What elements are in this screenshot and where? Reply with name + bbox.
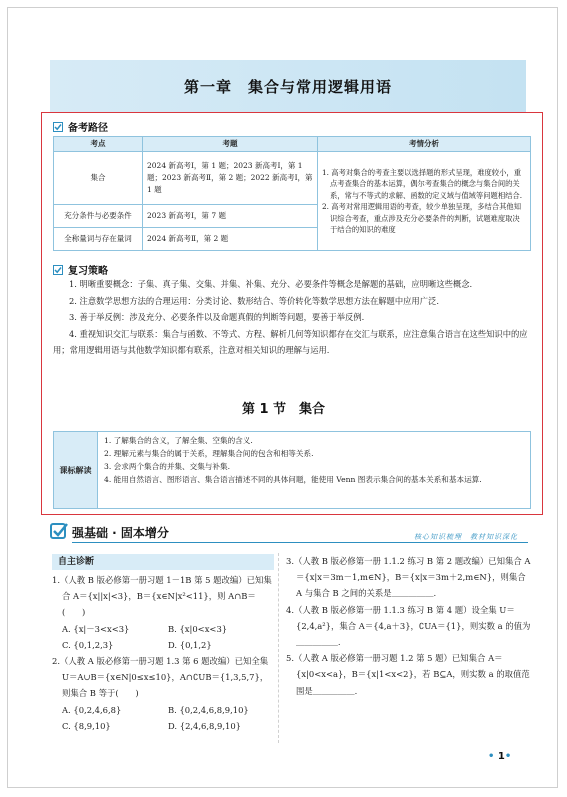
page-dots-left: • [488,751,498,762]
option: C. {8,9,10} [62,720,111,731]
diagnosis-right-column [286,553,531,699]
review-item: 1. 明晰重要概念：子集、真子集、交集、并集、补集、充分、必要条件等概念是解题的基础，应明晰这些概念. [69,279,473,289]
self-diagnosis-heading: 自主诊断 [52,554,274,570]
option: D. {0,1,2} [168,639,212,650]
questions-cell: 2024 新高考Ⅱ，第 2 题 [143,228,318,251]
question-2-options [52,702,274,734]
analysis-cell [318,152,531,251]
chapter-title: 第一章 集合与常用逻辑用语 [183,78,392,96]
review-item: 4. 重视知识交汇与联系：集合与函数、不等式、方程、解析几何等知识都存在交汇与联系，应注意集合语言在这些知识中的应用；常用逻辑用语与其他数学知识都有联系，注意对相关知识的理解与运用. [53,328,528,355]
question-1-options [52,621,274,653]
table-row [54,152,531,205]
syllabus-item: 2. 理解元素与集合的属于关系，理解集合间的包含和相等关系. [104,449,314,458]
question-1: 1.（人教 B 版必修第一册习题 1－1B 第 5 题改编）已知集合 A＝{x||x|<3}，B＝{x∈N|x²<11}，则 A∩B＝( ) [52,575,272,618]
syllabus-box [53,431,531,509]
topic-cell: 集合 [54,152,143,205]
option: B. {x|0<x<3} [168,623,228,634]
section-title: 第 1 节 集合 [241,402,326,417]
exam-path-table [53,136,531,251]
syllabus-item: 1. 了解集合的含义，了解全集、空集的含义. [104,436,253,445]
exam-path-title: 备考路径 [68,123,108,134]
questions-cell: 2024 新高考Ⅰ，第 1 题；2023 新高考Ⅰ，第 1 题；2023 新高考Ⅱ，第 2 题；2022 新高考Ⅰ，第 1 题 [143,152,318,205]
option: D. {2,4,6,8,9,10} [168,720,242,731]
table-header-row [54,137,531,152]
question-2: 2.（人教 A 版必修第一册习题 1.3 第 6 题改编）已知全集 U＝A∪B＝{x∈N|0≤x≤10}，A∩∁UB＝{1,3,5,7}，则集合 B 等于( ) [52,656,269,699]
checkbox-icon [53,122,63,132]
header-analysis: 考情分析 [318,137,531,152]
question-3: 3.（人教 B 版必修第一册 1.1.2 练习 B 第 2 题改编）已知集合 A＝{x|x＝3m－1,m∈N}，B＝{x|x＝3m＋2,m∈N}，则集合 A 与集合 B 之间的关系是＿＿＿＿＿. [286,556,531,599]
review-title: 复习策略 [68,266,108,277]
checkbox-icon [53,265,63,275]
topic-cell: 全称量词与存在量词 [54,228,143,251]
chapter-banner [50,60,526,112]
questions-cell: 2023 新高考Ⅰ，第 7 题 [143,205,318,228]
diagnosis-left-column [52,553,274,734]
syllabus-body [98,432,530,508]
review-strategy [53,276,531,359]
exam-path-heading [53,119,108,134]
strong-base-header [50,522,528,544]
analysis-item: 1. 高考对集合的考查主要以选择题的形式呈现，难度较小，重点考查集合的基本运算，偶尔考查集合的概念与集合间的关系，常与不等式的求解、函数的定义域与值域等问题相结合. [322,167,523,200]
option: A. {0,2,4,6,8} [62,704,122,715]
review-item: 2. 注意数学思想方法的合理运用：分类讨论、数形结合、等价转化等数学思想方法在解题中应用广泛. [69,295,439,306]
review-item: 3. 善于举反例：涉及充分、必要条件以及命题真假的判断等问题，要善于举反例. [69,312,365,322]
syllabus-item: 3. 会求两个集合的并集、交集与补集. [104,462,230,471]
review-heading [53,262,108,277]
option: B. {0,2,4,6,8,9,10} [168,704,249,715]
column-divider [278,553,279,743]
strong-base-subtitle: 核心知识梳理 教材知识深化 [414,533,518,541]
topic-cell: 充分条件与必要条件 [54,205,143,228]
strong-base-title: 强基础 · 固本增分 [72,526,169,540]
syllabus-item: 4. 能用自然语言、图形语言、集合语言描述不同的具体问题，能使用 Venn 图表示集合间的基本关系和基本运算. [104,475,482,484]
question-5: 5.（人教 A 版必修第一册习题 1.2 第 5 题）已知集合 A＝{x|0<x<a}，B＝{x|1<x<2}，若 B⊆A，则实数 a 的取值范围是＿＿＿＿＿. [286,653,530,696]
page-number [488,751,511,762]
page-dots-right: • [504,751,512,762]
question-4: 4.（人教 B 版必修第一册 1.1.3 练习 B 第 4 题）设全集 U＝{2,4,a²}，集合 A＝{4,a＋3}，∁UA＝{1}，则实数 a 的值为＿＿＿＿＿. [286,604,531,648]
analysis-item: 2. 高考对常用逻辑用语的考查，较少单独呈现，多结合其他知识综合考查，重点涉及充分必要条件的判断，试题难度取决于结合的知识的难度 [322,202,521,234]
header-topic: 考点 [54,137,143,152]
divider [72,542,528,543]
syllabus-label: 课标解读 [54,432,98,508]
option: A. {x|－3<x<3} [62,623,130,634]
checkmark-icon [50,522,68,540]
option: C. {0,1,2,3} [62,639,114,650]
header-questions: 考题 [143,137,318,152]
page-number-value: 1 [497,751,505,762]
